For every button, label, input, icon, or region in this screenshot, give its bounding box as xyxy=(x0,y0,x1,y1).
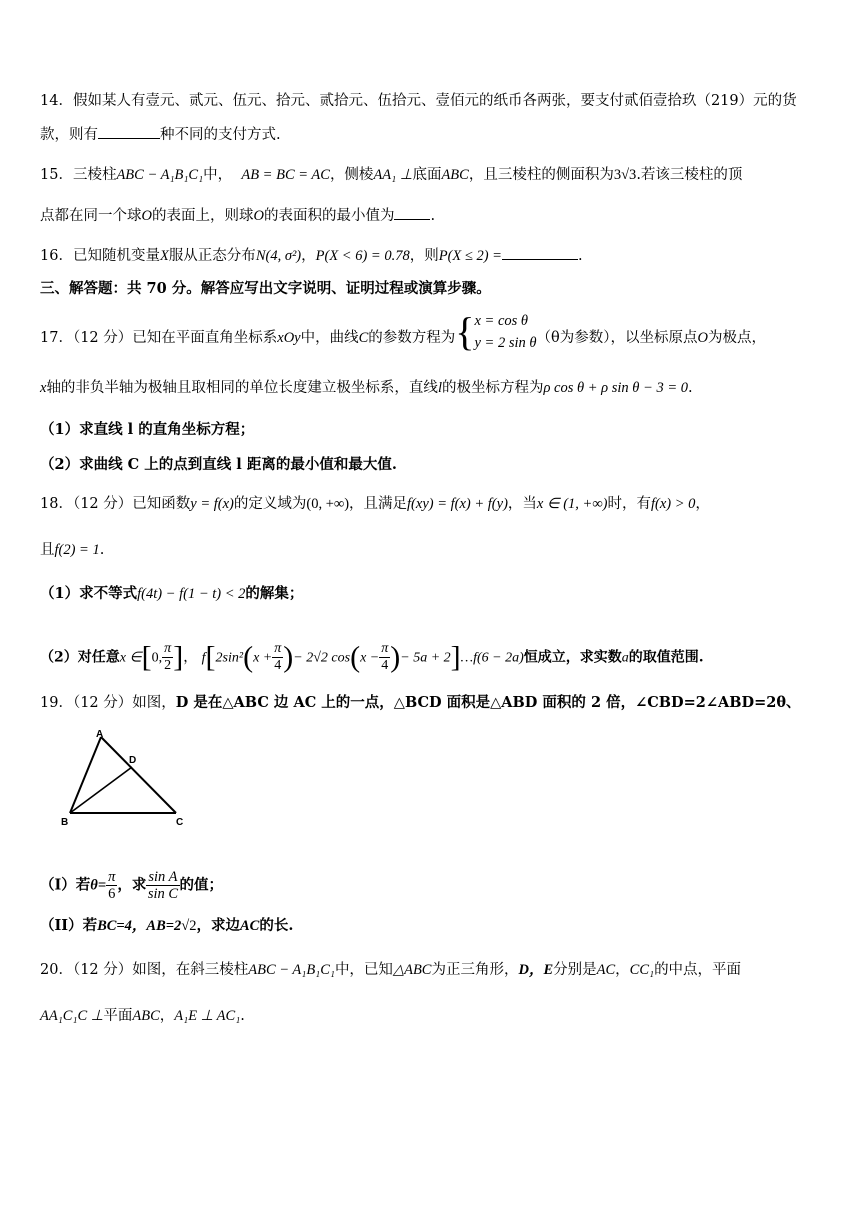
q14-line2: 款，则有 种不同的支付方式. xyxy=(40,124,838,145)
sinA-over-sinC: $\frac{\text{sin A}}{\text{sin C}}$ xyxy=(147,869,179,902)
vertex-b-label: B xyxy=(61,817,69,827)
q15-line2: 点都在同一个球O的表面上，则球O的表面积的最小值为 . xyxy=(40,205,838,226)
section-heading: 三、解答题：共 70 分。解答应写出文字说明、证明过程或演算步骤。 xyxy=(40,280,491,297)
q20-line1: 20．（12 分）如图，在斜三棱柱ABC − A₁B₁C₁中，已知△ABC为正三角形，D，E分别是AC，CC₁的中点，平面 xyxy=(40,962,742,978)
vertex-c-label: C xyxy=(176,817,184,827)
q18-line2: 且f(2) = 1. xyxy=(40,542,105,558)
q16-line: 16．已知随机变量X服从正态分布N(4, σ²)，P(X < 6) = 0.78，则P(X ≤ 2) = . xyxy=(40,245,838,266)
q20-line2: AA₁C₁C ⊥平面ABC，A₁E ⊥ AC₁. xyxy=(40,1008,245,1024)
triangle-figure xyxy=(58,727,203,827)
q18-part2: （2）对任意x ∈[0, $\frac{\pi}{2}$ ]， f[2sin²(x + $\frac{\pi}{4}$ )− 2√2 cos(x − $\frac{\pi}{4}$ )− 5a + 2]…f(6 − 2a)恒成立，求实数a的取值范围. xyxy=(40,640,704,674)
q17-part2: （2）求曲线 C 上的点到直线 l 距离的最小值和最大值. xyxy=(40,456,397,473)
q16-answer-blank[interactable] xyxy=(502,245,578,260)
vertex-d-label: D xyxy=(129,755,137,766)
q17-part1: （1）求直线 l 的直角坐标方程； xyxy=(40,421,255,438)
q17-line1: 17．（12 分）已知在平面直角坐标系xOy中，曲线C的参数方程为 { x = cos θ y = 2 sin θ （θ为参数），以坐标原点O为极点， xyxy=(40,309,766,354)
q14-line1: 14．假如某人有壹元、贰元、伍元、拾元、贰拾元、伍拾元、壹佰元的纸币各两张，要支付贰佰壹拾玖（219）元的货 xyxy=(40,93,797,109)
q18-part1: （1）求不等式f(4t) − f(1 − t) < 2的解集； xyxy=(40,585,304,602)
vertex-a-label: A xyxy=(96,729,104,740)
q19-part2: （II）若BC=4，AB=2√2，求边AC的长. xyxy=(40,917,294,934)
q15-answer-blank[interactable] xyxy=(394,205,430,220)
pi-over-6: $\frac{\pi}{6}$ xyxy=(108,869,116,902)
q19-part1: （I）若θ= $\frac{\pi}{6}$ ，求 $\frac{\text{sin A}}{\text{sin C}}$ 的值； xyxy=(40,869,224,902)
q19-line1: 19．（12 分）如图，D 是在△ABC 边 AC 上的一点，△BCD 面积是△ABD 面积的 2 倍，∠CBD=2∠ABD=2θ、 xyxy=(40,694,801,711)
q15-line1: 15．三棱柱ABC − A₁B₁C₁中， AB = BC = AC，侧棱AA₁ ⊥底面ABC，且三棱柱的侧面积为3√3.若该三棱柱的顶 xyxy=(40,167,743,183)
q18-line1: 18．（12 分）已知函数y = f(x)的定义域为(0, +∞)，且满足f(xy) = f(x) + f(y)，当x ∈ (1, +∞)时，有f(x) > 0， xyxy=(40,496,710,512)
pi-over-4-minus: $\frac{\pi}{4}$ xyxy=(381,641,389,673)
q17-line2: x轴的非负半轴为极轴且取相同的单位长度建立极坐标系，直线l的极坐标方程为ρ cos θ + ρ sin θ − 3 = 0. xyxy=(40,380,693,396)
q17-param-system: { x = cos θ y = 2 sin θ xyxy=(455,309,537,354)
pi-over-2: $\frac{\pi}{2}$ xyxy=(164,641,172,673)
q14-answer-blank[interactable] xyxy=(98,124,160,139)
pi-over-4-plus: $\frac{\pi}{4}$ xyxy=(274,641,282,673)
